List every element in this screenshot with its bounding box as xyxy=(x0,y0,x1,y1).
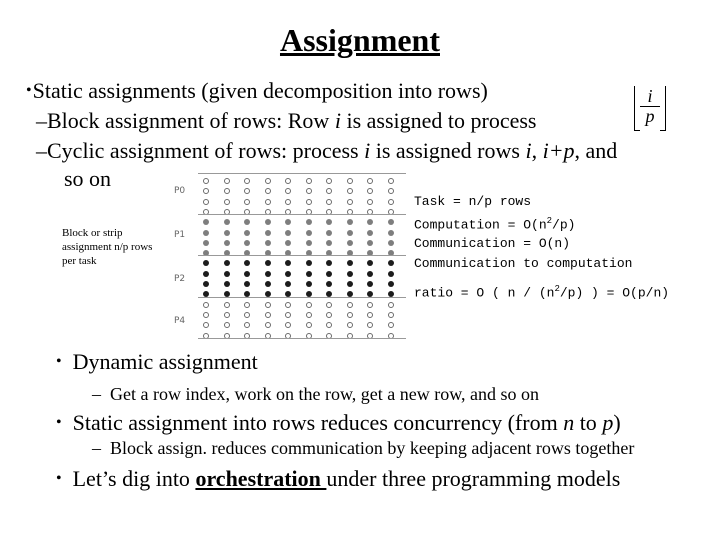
grid-dot xyxy=(285,302,291,308)
floor-corner-left xyxy=(634,130,640,131)
grid-dot xyxy=(265,188,271,194)
grid-dot xyxy=(265,240,271,246)
grid-dot xyxy=(244,240,250,246)
grid-dot xyxy=(388,312,394,318)
grid-dot xyxy=(244,281,250,287)
grid-dot xyxy=(388,240,394,246)
grid-dot xyxy=(203,302,209,308)
grid-dot xyxy=(285,199,291,205)
grid-dot xyxy=(224,312,230,318)
grid-dot xyxy=(285,178,291,184)
bullet-dot: • xyxy=(56,414,62,431)
grid-dot xyxy=(203,271,209,277)
text: Block assign. reduces communication by keeping adjacent rows together xyxy=(110,438,635,458)
var-i: i xyxy=(525,138,532,163)
grid-dot xyxy=(306,312,312,318)
grid-dot xyxy=(367,260,373,266)
grid-dot xyxy=(265,260,271,266)
grid-dot xyxy=(367,240,373,246)
grid-dot xyxy=(265,230,271,236)
grid-dot xyxy=(388,219,394,225)
grid-dot xyxy=(203,230,209,236)
grid-dot xyxy=(326,230,332,236)
floor-corner-right xyxy=(660,130,666,131)
grid-dot xyxy=(203,219,209,225)
bullet-orchestration xyxy=(56,466,620,492)
grid-dot xyxy=(224,178,230,184)
grid-dot xyxy=(285,312,291,318)
sub-bullet-dynamic xyxy=(92,384,539,405)
text: /p) ) = O(p/n) xyxy=(559,285,670,301)
text: ) xyxy=(613,410,621,435)
grid-dot xyxy=(244,322,250,328)
grid-dot xyxy=(347,322,353,328)
grid-dot xyxy=(285,219,291,225)
orchestration-link-text: orchestration xyxy=(195,466,327,491)
sub-bullet-cyclic-assignment xyxy=(36,138,617,164)
grid-dot xyxy=(244,219,250,225)
grid-dot xyxy=(326,302,332,308)
grid-dot xyxy=(367,188,373,194)
comm-to-comp-label: Communication to computation xyxy=(414,256,633,271)
grid-dot xyxy=(306,271,312,277)
grid-dot xyxy=(326,219,332,225)
grid-dot xyxy=(285,260,291,266)
grid-dot xyxy=(203,260,209,266)
grid-dot xyxy=(306,260,312,266)
grid-dot xyxy=(326,281,332,287)
grid-dot xyxy=(265,302,271,308)
grid-dot xyxy=(388,260,394,266)
text: ratio = O ( n / (n xyxy=(414,285,555,301)
grid-dot xyxy=(224,230,230,236)
process-label-p2: P2 xyxy=(174,274,186,284)
grid-dot xyxy=(347,302,353,308)
process-label-p0: P0 xyxy=(174,186,186,196)
bullet-dynamic-assignment xyxy=(56,349,258,375)
grid-dot xyxy=(347,260,353,266)
grid-dot xyxy=(244,260,250,266)
text: Let’s dig into xyxy=(72,466,196,491)
grid-dot xyxy=(306,240,312,246)
bullet-concurrency xyxy=(56,410,621,436)
block-divider xyxy=(198,255,406,256)
bullet-text: Static assignments (given decomposition into rows) xyxy=(32,78,488,103)
fraction-denominator: p xyxy=(645,106,655,126)
grid-dot xyxy=(244,199,250,205)
grid-dot xyxy=(265,219,271,225)
grid-dot xyxy=(326,188,332,194)
var-i: i xyxy=(334,108,341,133)
page-title: Assignment xyxy=(279,22,440,58)
grid-dot xyxy=(388,199,394,205)
text: –Block assignment of rows: Row xyxy=(36,108,335,133)
grid-dot xyxy=(326,178,332,184)
text: , and xyxy=(574,138,618,163)
grid-dot xyxy=(244,230,250,236)
grid-dot xyxy=(367,271,373,277)
sub-bullet-block-assignment xyxy=(36,108,536,134)
grid-dot xyxy=(224,199,230,205)
grid-dot xyxy=(224,260,230,266)
grid-dot xyxy=(367,178,373,184)
grid-dot xyxy=(244,312,250,318)
grid-dot xyxy=(347,312,353,318)
grid-dot xyxy=(347,240,353,246)
grid-dot xyxy=(285,240,291,246)
bullet-dot: • xyxy=(26,82,32,99)
block-divider xyxy=(198,297,406,298)
grid-dot xyxy=(347,230,353,236)
comm-to-comp-ratio xyxy=(414,284,669,300)
grid-dot xyxy=(285,188,291,194)
text: /p) xyxy=(552,217,576,233)
grid-dot xyxy=(306,322,312,328)
grid-dot xyxy=(367,312,373,318)
var-n: n xyxy=(563,410,575,435)
grid-dot xyxy=(285,271,291,277)
floor-fraction-i-over-p xyxy=(634,86,666,130)
var-i-plus-p: i+p xyxy=(542,138,575,163)
text: Static assignment into rows reduces concurrency (from xyxy=(72,410,564,435)
grid-dot xyxy=(244,302,250,308)
grid-dot xyxy=(224,219,230,225)
bullet-text: Dynamic assignment xyxy=(72,349,258,374)
grid-dot xyxy=(367,230,373,236)
grid-dot xyxy=(203,281,209,287)
computation-cost xyxy=(414,216,575,232)
grid-dot xyxy=(367,281,373,287)
process-label-p4: P4 xyxy=(174,316,186,326)
grid-dot xyxy=(388,188,394,194)
grid-dot xyxy=(306,302,312,308)
exponent: 2 xyxy=(554,284,560,294)
grid-dot xyxy=(265,312,271,318)
grid-dot xyxy=(388,271,394,277)
grid-dot xyxy=(203,240,209,246)
grid-dot xyxy=(326,322,332,328)
communication-cost: Communication = O(n) xyxy=(414,236,571,251)
grid-dot xyxy=(265,271,271,277)
block-strip-label: Block or strip assignment n/p rows per task xyxy=(62,227,153,267)
grid-dot xyxy=(244,188,250,194)
text: , xyxy=(531,138,543,163)
grid-dot xyxy=(265,281,271,287)
grid-dot xyxy=(265,178,271,184)
grid-dot xyxy=(367,199,373,205)
fraction-numerator: i xyxy=(647,86,653,106)
grid-dot xyxy=(326,312,332,318)
var-i: i xyxy=(364,138,371,163)
block-assignment-grid xyxy=(198,172,406,340)
grid-dot xyxy=(244,178,250,184)
grid-dot xyxy=(203,188,209,194)
grid-dot xyxy=(306,199,312,205)
grid-dot xyxy=(347,178,353,184)
grid-dot xyxy=(347,281,353,287)
grid-dot xyxy=(224,271,230,277)
var-p: p xyxy=(602,410,614,435)
grid-dot xyxy=(265,322,271,328)
grid-dot xyxy=(203,322,209,328)
grid-dot xyxy=(306,219,312,225)
text: is assigned to process xyxy=(340,108,537,133)
grid-dot xyxy=(285,322,291,328)
text: –Cyclic assignment of rows: process xyxy=(36,138,365,163)
block-divider xyxy=(198,173,406,174)
text: to xyxy=(574,410,603,435)
block-divider xyxy=(198,214,406,215)
grid-dot xyxy=(306,178,312,184)
grid-dot xyxy=(203,178,209,184)
grid-dot xyxy=(203,312,209,318)
grid-dot xyxy=(347,199,353,205)
grid-dot xyxy=(347,219,353,225)
grid-dot xyxy=(285,281,291,287)
task-rows: Task = n/p rows xyxy=(414,194,532,209)
grid-dot xyxy=(285,230,291,236)
block-divider xyxy=(198,338,406,339)
text: Computation = O(n xyxy=(414,217,547,233)
text: under three programming models xyxy=(326,466,621,491)
bullet-dot: • xyxy=(56,470,62,487)
grid-dot xyxy=(224,281,230,287)
sub-bullet-continuation: so on xyxy=(64,166,112,191)
text: Get a row index, work on the row, get a new row, and so on xyxy=(110,384,540,404)
grid-dot xyxy=(388,281,394,287)
grid-dot xyxy=(326,271,332,277)
grid-dot xyxy=(326,199,332,205)
grid-dot xyxy=(347,188,353,194)
grid-dot xyxy=(306,188,312,194)
dash: – xyxy=(92,384,101,404)
grid-dot xyxy=(388,178,394,184)
grid-dot xyxy=(326,240,332,246)
grid-dot xyxy=(203,199,209,205)
grid-dot xyxy=(367,219,373,225)
exponent: 2 xyxy=(546,216,553,226)
sub-bullet-block-communication xyxy=(92,438,634,459)
grid-dot xyxy=(224,240,230,246)
grid-dot xyxy=(306,281,312,287)
process-label-p1: P1 xyxy=(174,230,186,240)
bullet-static-assignments xyxy=(26,78,488,104)
grid-dot xyxy=(388,322,394,328)
grid-dot xyxy=(265,199,271,205)
grid-dot xyxy=(326,260,332,266)
text: is assigned rows xyxy=(370,138,526,163)
grid-dot xyxy=(224,188,230,194)
grid-dot xyxy=(224,322,230,328)
grid-dot xyxy=(224,302,230,308)
grid-dot xyxy=(306,230,312,236)
grid-dot xyxy=(388,230,394,236)
grid-dot xyxy=(388,302,394,308)
grid-dot xyxy=(244,271,250,277)
grid-dot xyxy=(367,302,373,308)
bullet-dot: • xyxy=(56,353,62,370)
grid-dot xyxy=(367,322,373,328)
grid-dot xyxy=(347,271,353,277)
dash: – xyxy=(92,438,101,458)
